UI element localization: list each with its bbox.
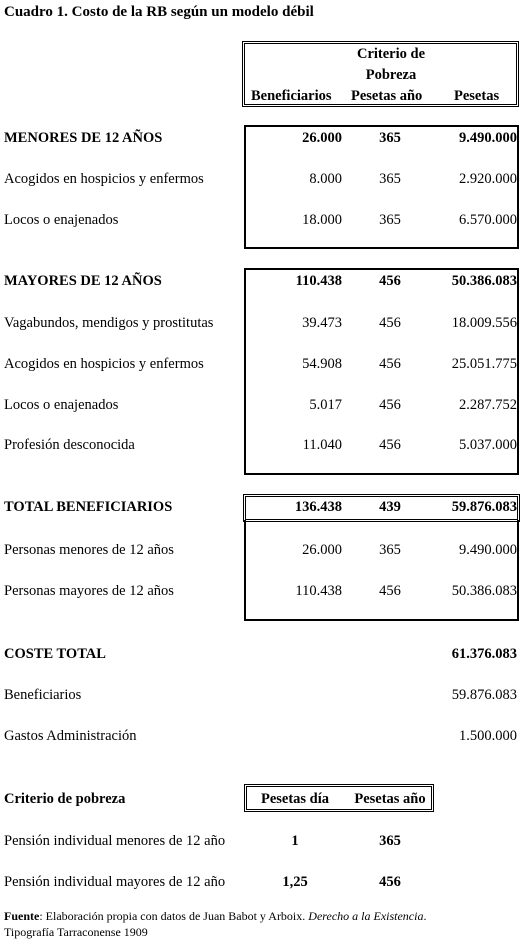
table-row-beneficiarios: 54.908 <box>302 356 342 372</box>
criterio-col-ano: Pesetas año <box>354 791 426 807</box>
table-row-pesetas-ano: 456 <box>379 356 401 372</box>
table-row-beneficiarios: 39.473 <box>302 315 342 331</box>
table-row-pesetas: 2.920.000 <box>459 171 517 187</box>
section-total-total-pesetas: 59.876.083 <box>451 499 517 515</box>
table-row-beneficiarios: 8.000 <box>309 171 342 187</box>
header-group-label-2: Pobreza <box>365 67 417 83</box>
header-col-pesetas-ano: Pesetas año <box>351 88 423 104</box>
table-row-label: Locos o enajenados <box>4 212 119 228</box>
table-row-pesetas: 2.287.752 <box>459 397 517 413</box>
table-row-pesetas: 9.490.000 <box>459 542 517 558</box>
criterio-row-ano: 365 <box>379 833 401 849</box>
section-total-label: TOTAL BENEFICIARIOS <box>4 499 173 515</box>
section-mayores-total-pesetas: 50.386.083 <box>451 273 517 289</box>
table-row-pesetas-ano: 365 <box>379 171 401 187</box>
criterio-row-label: Pensión individual mayores de 12 año <box>4 874 226 890</box>
table-row-pesetas: 5.037.000 <box>459 437 517 453</box>
table-row-pesetas: 18.009.556 <box>451 315 517 331</box>
section-total-total-beneficiarios: 136.438 <box>294 499 342 515</box>
footnote-source-label: Fuente <box>4 909 40 923</box>
criterio-row-label: Pensión individual menores de 12 año <box>4 833 226 849</box>
table-row-pesetas-ano: 456 <box>379 583 401 599</box>
criterio-label: Criterio de pobreza <box>4 791 126 807</box>
table-row-label: Locos o enajenados <box>4 397 119 413</box>
coste-row-value: 1.500.000 <box>459 728 517 744</box>
table-row-label: Profesión desconocida <box>4 437 135 453</box>
table-row-pesetas: 50.386.083 <box>451 583 517 599</box>
header-col-beneficiarios: Beneficiarios <box>251 88 332 104</box>
coste-total-value: 61.376.083 <box>451 646 517 662</box>
section-mayores-label: MAYORES DE 12 AÑOS <box>4 273 162 289</box>
section-menores-total-beneficiarios: 26.000 <box>302 130 342 146</box>
table-row-beneficiarios: 5.017 <box>309 397 342 413</box>
table-title: Cuadro 1. Costo de la RB según un modelo débil <box>4 4 314 20</box>
section-mayores-total-pesetas-ano: 456 <box>379 273 401 289</box>
table-row-pesetas: 25.051.775 <box>451 356 517 372</box>
criterio-row-ano: 456 <box>379 874 401 890</box>
table-row-beneficiarios: 110.438 <box>295 583 342 599</box>
coste-row-label: Gastos Administración <box>4 728 137 744</box>
table-row-pesetas-ano: 456 <box>379 397 401 413</box>
criterio-row-dia: 1,25 <box>282 874 308 890</box>
criterio-row-dia: 1 <box>291 833 299 849</box>
footnote-text-end: . <box>423 909 427 923</box>
header-group-label-1: Criterio de <box>356 46 426 62</box>
table-row-pesetas-ano: 365 <box>379 542 401 558</box>
table-row-pesetas-ano: 456 <box>379 315 401 331</box>
table-row-beneficiarios: 11.040 <box>302 437 342 453</box>
table-row-pesetas-ano: 365 <box>379 212 401 228</box>
table-row-label: Personas mayores de 12 años <box>4 583 174 599</box>
footnote-book-title: Derecho a la Existencia <box>308 909 424 923</box>
coste-row-label: Beneficiarios <box>4 687 82 703</box>
section-mayores-total-beneficiarios: 110.438 <box>295 273 342 289</box>
footnote-line-2: Tipografía Tarraconense 1909 <box>4 925 148 939</box>
table-row-label: Acogidos en hospicios y enfermos <box>4 356 204 372</box>
table-row-pesetas-ano: 456 <box>379 437 401 453</box>
table-row-pesetas: 6.570.000 <box>459 212 517 228</box>
coste-total-label: COSTE TOTAL <box>4 646 106 662</box>
table-row-beneficiarios: 26.000 <box>302 542 342 558</box>
table-row-label: Personas menores de 12 años <box>4 542 174 558</box>
section-menores-total-pesetas: 9.490.000 <box>459 130 517 146</box>
table-row-label: Acogidos en hospicios y enfermos <box>4 171 204 187</box>
footnote-line-1 <box>4 910 426 922</box>
table-row-label: Vagabundos, mendigos y prostitutas <box>4 315 214 331</box>
table-row-beneficiarios: 18.000 <box>302 212 342 228</box>
section-total-total-pesetas-ano: 439 <box>379 499 401 515</box>
criterio-col-dia: Pesetas día <box>260 791 330 807</box>
header-col-pesetas: Pesetas <box>454 88 500 104</box>
section-total-box <box>244 520 519 621</box>
section-menores-label: MENORES DE 12 AÑOS <box>4 130 163 146</box>
section-menores-total-pesetas-ano: 365 <box>379 130 401 146</box>
coste-row-value: 59.876.083 <box>451 687 517 703</box>
footnote-text: : Elaboración propia con datos de Juan Babot y Arboix. <box>39 909 309 923</box>
